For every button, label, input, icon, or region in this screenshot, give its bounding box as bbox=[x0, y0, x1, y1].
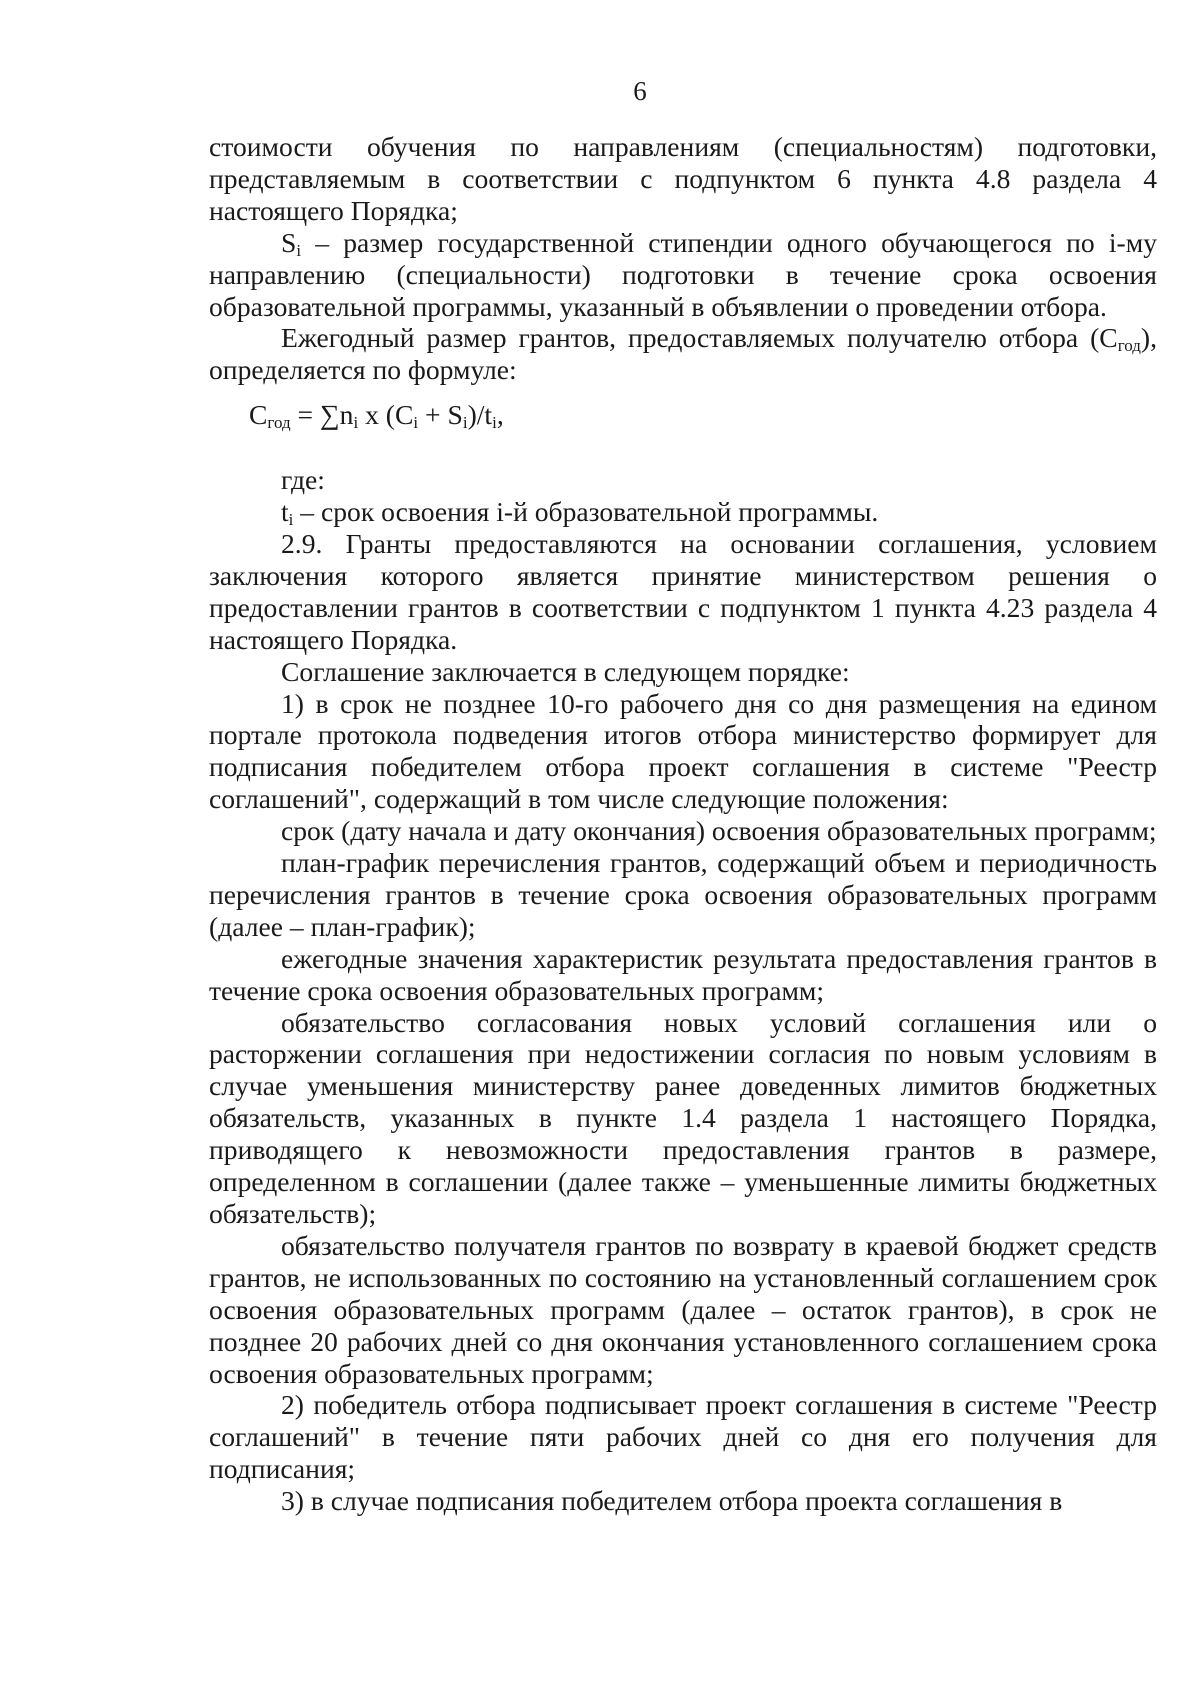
paragraph-obligation-terms: обязательство согласования новых условий соглашения или о расторжении соглашения при недостижении согласия по новым условиям в случае уменьшения министерству ранее доведенных лимитов бюджетных обязательств, указанных в пункте 1.4 раздела 1 настоящего Порядка, приводящего к невозможности предоставления грантов в размере, определенном в соглашении (далее также – уменьшенные лимиты бюджетных обязательств); bbox=[209, 1006, 1157, 1229]
paragraph-stipend-definition bbox=[209, 227, 1157, 323]
subscript-i: i bbox=[296, 240, 302, 260]
subscript-ti: i bbox=[288, 510, 294, 530]
formula-mid3: + S bbox=[418, 399, 463, 431]
paragraph-cost-continuation: стоимости обучения по направлениям (специальностям) подготовки, представляемым в соответствии с подпунктом 6 пункта 4.8 раздела 4 настоящего Порядка; bbox=[209, 131, 1157, 226]
page-number: 6 bbox=[633, 76, 647, 106]
formula-si-sub: i bbox=[462, 413, 468, 433]
paragraph-2-9: 2.9. Гранты предоставляются на основании соглашения, условием заключения которого является принятие министерством решения о предоставлении грантов в соответствии с подпунктом 1 пункта 4.23 раздела 4 настоящего Порядка. bbox=[209, 527, 1157, 655]
paragraph-item-1: 1) в срок не позднее 10-го рабочего дня со дня размещения на едином портале протокола подведения итогов отбора министерство формирует для подписания победителем отбора проект соглашения в системе "Реестр соглашений", содержащий в том числе следующие положения: bbox=[209, 687, 1157, 815]
formula-ti-sub: i bbox=[492, 413, 497, 433]
formula-c-sub: год bbox=[267, 413, 291, 433]
document-body bbox=[209, 131, 1157, 1517]
paragraph-obligation-return: обязательство получателя грантов по возврату в краевой бюджет средств грантов, не использованных по состоянию на установленный соглашением срок освоения образовательных программ (далее – остаток грантов), в срок не позднее 20 рабочих дней со дня окончания установленного соглашением срока освоения образовательных программ; bbox=[209, 1229, 1157, 1389]
symbol-t: t bbox=[281, 496, 289, 528]
formula-mid2: х (С bbox=[358, 399, 414, 431]
paragraph-item-3: 3) в случае подписания победителем отбора проекта соглашения в bbox=[281, 1485, 1063, 1517]
formula-ci-sub: i bbox=[413, 413, 419, 433]
formula-mid4: )/t bbox=[467, 399, 493, 431]
paragraph-where: где: bbox=[281, 464, 325, 496]
stipend-definition-text: – размер государственной стипендии одного обучающегося по i-му направлению (специальности) подготовки в течение срока освоения образовательной программы, указанный в объявлении о проведении отбора. bbox=[209, 226, 1157, 322]
subscript-god: год bbox=[1117, 336, 1141, 356]
formula-c: С bbox=[249, 399, 268, 431]
paragraph-annual-size bbox=[209, 322, 1157, 386]
annual-size-text-b: ), определяется по формуле: bbox=[209, 322, 1157, 386]
formula-end: , bbox=[496, 399, 504, 431]
formula-sum: = ∑n bbox=[290, 399, 354, 431]
paragraph-agreement-order: Соглашение заключается в следующем порядке: bbox=[281, 655, 850, 687]
paragraph-item-2: 2) победитель отбора подписывает проект соглашения в системе "Реестр соглашений" в течение пяти рабочих дней со дня его получения для подписания; bbox=[209, 1389, 1157, 1485]
ti-definition-text: – срок освоения i-й образовательной программы. bbox=[293, 496, 879, 528]
formula-n-sub: i bbox=[353, 413, 359, 433]
formula bbox=[209, 399, 1157, 431]
symbol-s: S bbox=[281, 226, 297, 258]
paragraph-term: срок (дату начала и дату окончания) освоения образовательных программ; bbox=[281, 815, 1157, 847]
paragraph-schedule: план-график перечисления грантов, содержащий объем и периодичность перечисления грантов в течение срока освоения образовательных программ (далее – план-график); bbox=[209, 847, 1157, 942]
annual-size-text-a: Ежегодный размер грантов, предоставляемых получателю отбора (С bbox=[281, 322, 1118, 354]
paragraph-ti-definition bbox=[209, 496, 1157, 528]
paragraph-annual-values: ежегодные значения характеристик результата предоставления грантов в течение срока освоения образовательных программ; bbox=[209, 942, 1157, 1006]
